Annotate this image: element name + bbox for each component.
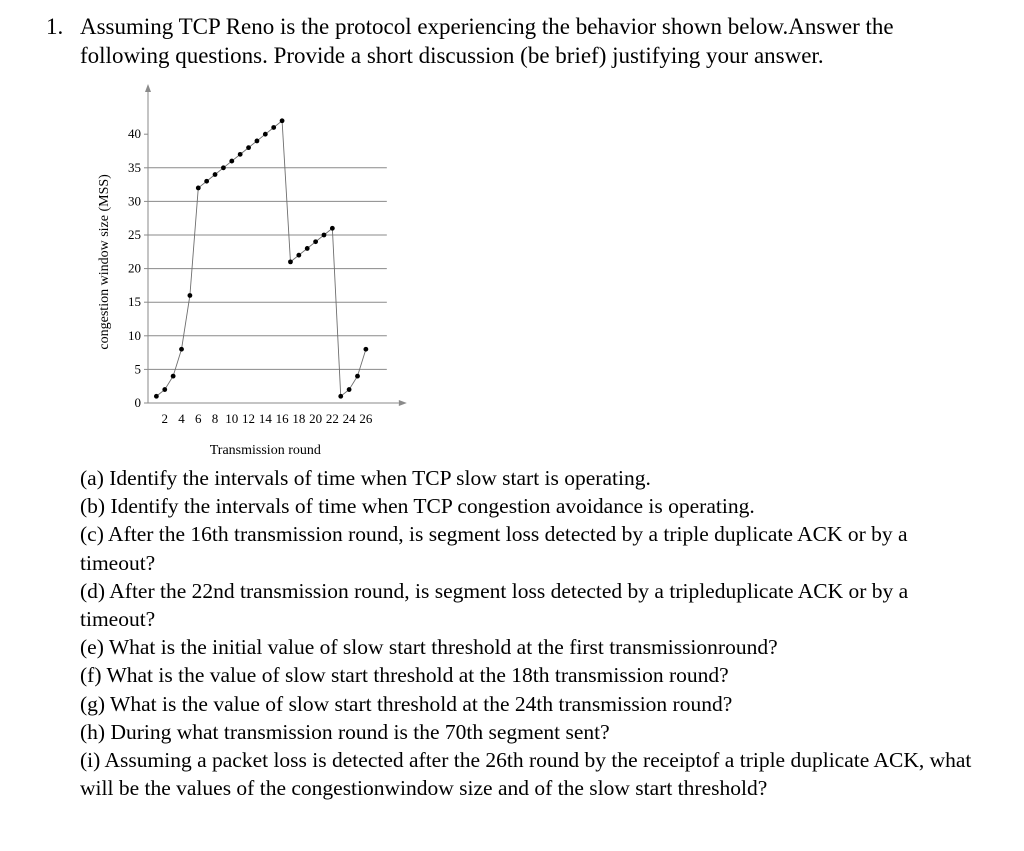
data-point-14 (263, 132, 268, 137)
y-tick-label-5: 5 (134, 361, 141, 377)
data-point-26 (363, 347, 368, 352)
subquestion-a: (a) Identify the intervals of time when TCP slow start is operating. (80, 466, 651, 490)
y-tick-label-25: 25 (128, 227, 141, 242)
y-axis-arrow (145, 84, 151, 92)
y-tick-label-40: 40 (128, 126, 141, 142)
x-tick-label-20: 20 (309, 411, 323, 426)
data-point-16 (280, 118, 285, 123)
series-line-0 (156, 121, 366, 397)
subquestion-d: (d) After the 22nd transmission round, is segment loss detected by a tripleduplicate ACK or by a timeout? (80, 578, 909, 632)
data-point-2 (162, 387, 167, 392)
subquestion-c: (c) After the 16th transmission round, is segment loss detected by a triple duplicate ACK or by a timeout? (80, 522, 908, 575)
x-tick-label-14: 14 (258, 411, 272, 426)
data-point-25 (355, 374, 360, 379)
subquestion-list (80, 464, 980, 802)
data-point-20 (313, 239, 318, 244)
data-point-24 (347, 387, 352, 392)
x-tick-label-18: 18 (292, 411, 306, 426)
x-tick-label-24: 24 (342, 411, 356, 426)
subquestion-b: (b) Identify the intervals of time when TCP congestion avoidance is operating. (80, 494, 755, 519)
data-point-4 (179, 347, 184, 352)
data-point-23 (338, 394, 343, 399)
y-tick-label-35: 35 (128, 159, 141, 175)
x-tick-label-6: 6 (195, 411, 202, 426)
y-axis-title: congestion window size (MSS) (97, 174, 112, 350)
data-point-15 (271, 125, 276, 130)
y-tick-label-10: 10 (128, 327, 141, 343)
x-tick-label-26: 26 (359, 411, 373, 426)
y-tick-label-0: 0 (134, 395, 141, 410)
data-point-6 (196, 186, 201, 191)
subquestion-g: (g) What is the value of slow start threshold at the 24th transmission round? (80, 691, 733, 716)
data-point-7 (204, 179, 209, 184)
y-tick-label-30: 30 (128, 193, 141, 209)
data-point-1 (154, 394, 159, 399)
subquestion-i: (i) Assuming a packet loss is detected after the 26th round by the receiptof a triple duplicate ACK, what will be the values of the congestionwindow size and of the slow start threshold? (80, 748, 972, 801)
x-tick-label-2: 2 (161, 411, 169, 426)
data-point-10 (229, 159, 234, 164)
x-axis-arrow (399, 400, 407, 406)
x-tick-label-10: 10 (225, 411, 239, 426)
subquestion-e: (e) What is the initial value of slow start threshold at the first transmissionround? (80, 635, 778, 660)
y-tick-label-15: 15 (128, 294, 141, 310)
data-point-18 (296, 253, 301, 258)
data-point-19 (305, 246, 310, 251)
x-tick-label-4: 4 (178, 411, 185, 426)
data-point-17 (288, 259, 293, 264)
data-point-22 (330, 226, 335, 231)
x-tick-label-22: 22 (325, 411, 339, 426)
x-tick-label-16: 16 (275, 411, 289, 426)
y-tick-label-20: 20 (128, 260, 141, 276)
x-axis-title: Transmission round (209, 443, 321, 458)
x-tick-label-12: 12 (242, 411, 256, 426)
data-point-13 (255, 139, 260, 144)
congestion-window-chart (88, 78, 648, 463)
x-tick-label-8: 8 (211, 411, 219, 426)
question-number: 1. (46, 14, 64, 39)
data-point-12 (246, 145, 251, 150)
data-point-3 (171, 374, 176, 379)
data-point-5 (188, 293, 193, 298)
data-point-11 (238, 152, 243, 157)
data-point-8 (213, 172, 218, 177)
question-text: Assuming TCP Reno is the protocol experiencing the behavior shown below.Answer the following questions. Provide a short discussion (be brief) justifying your answer. (80, 14, 894, 68)
subquestion-h: (h) During what transmission round is the 70th segment sent? (80, 719, 610, 744)
data-point-21 (322, 233, 327, 238)
data-point-9 (221, 165, 226, 170)
subquestion-f: (f) What is the value of slow start threshold at the 18th transmission round? (80, 663, 729, 688)
